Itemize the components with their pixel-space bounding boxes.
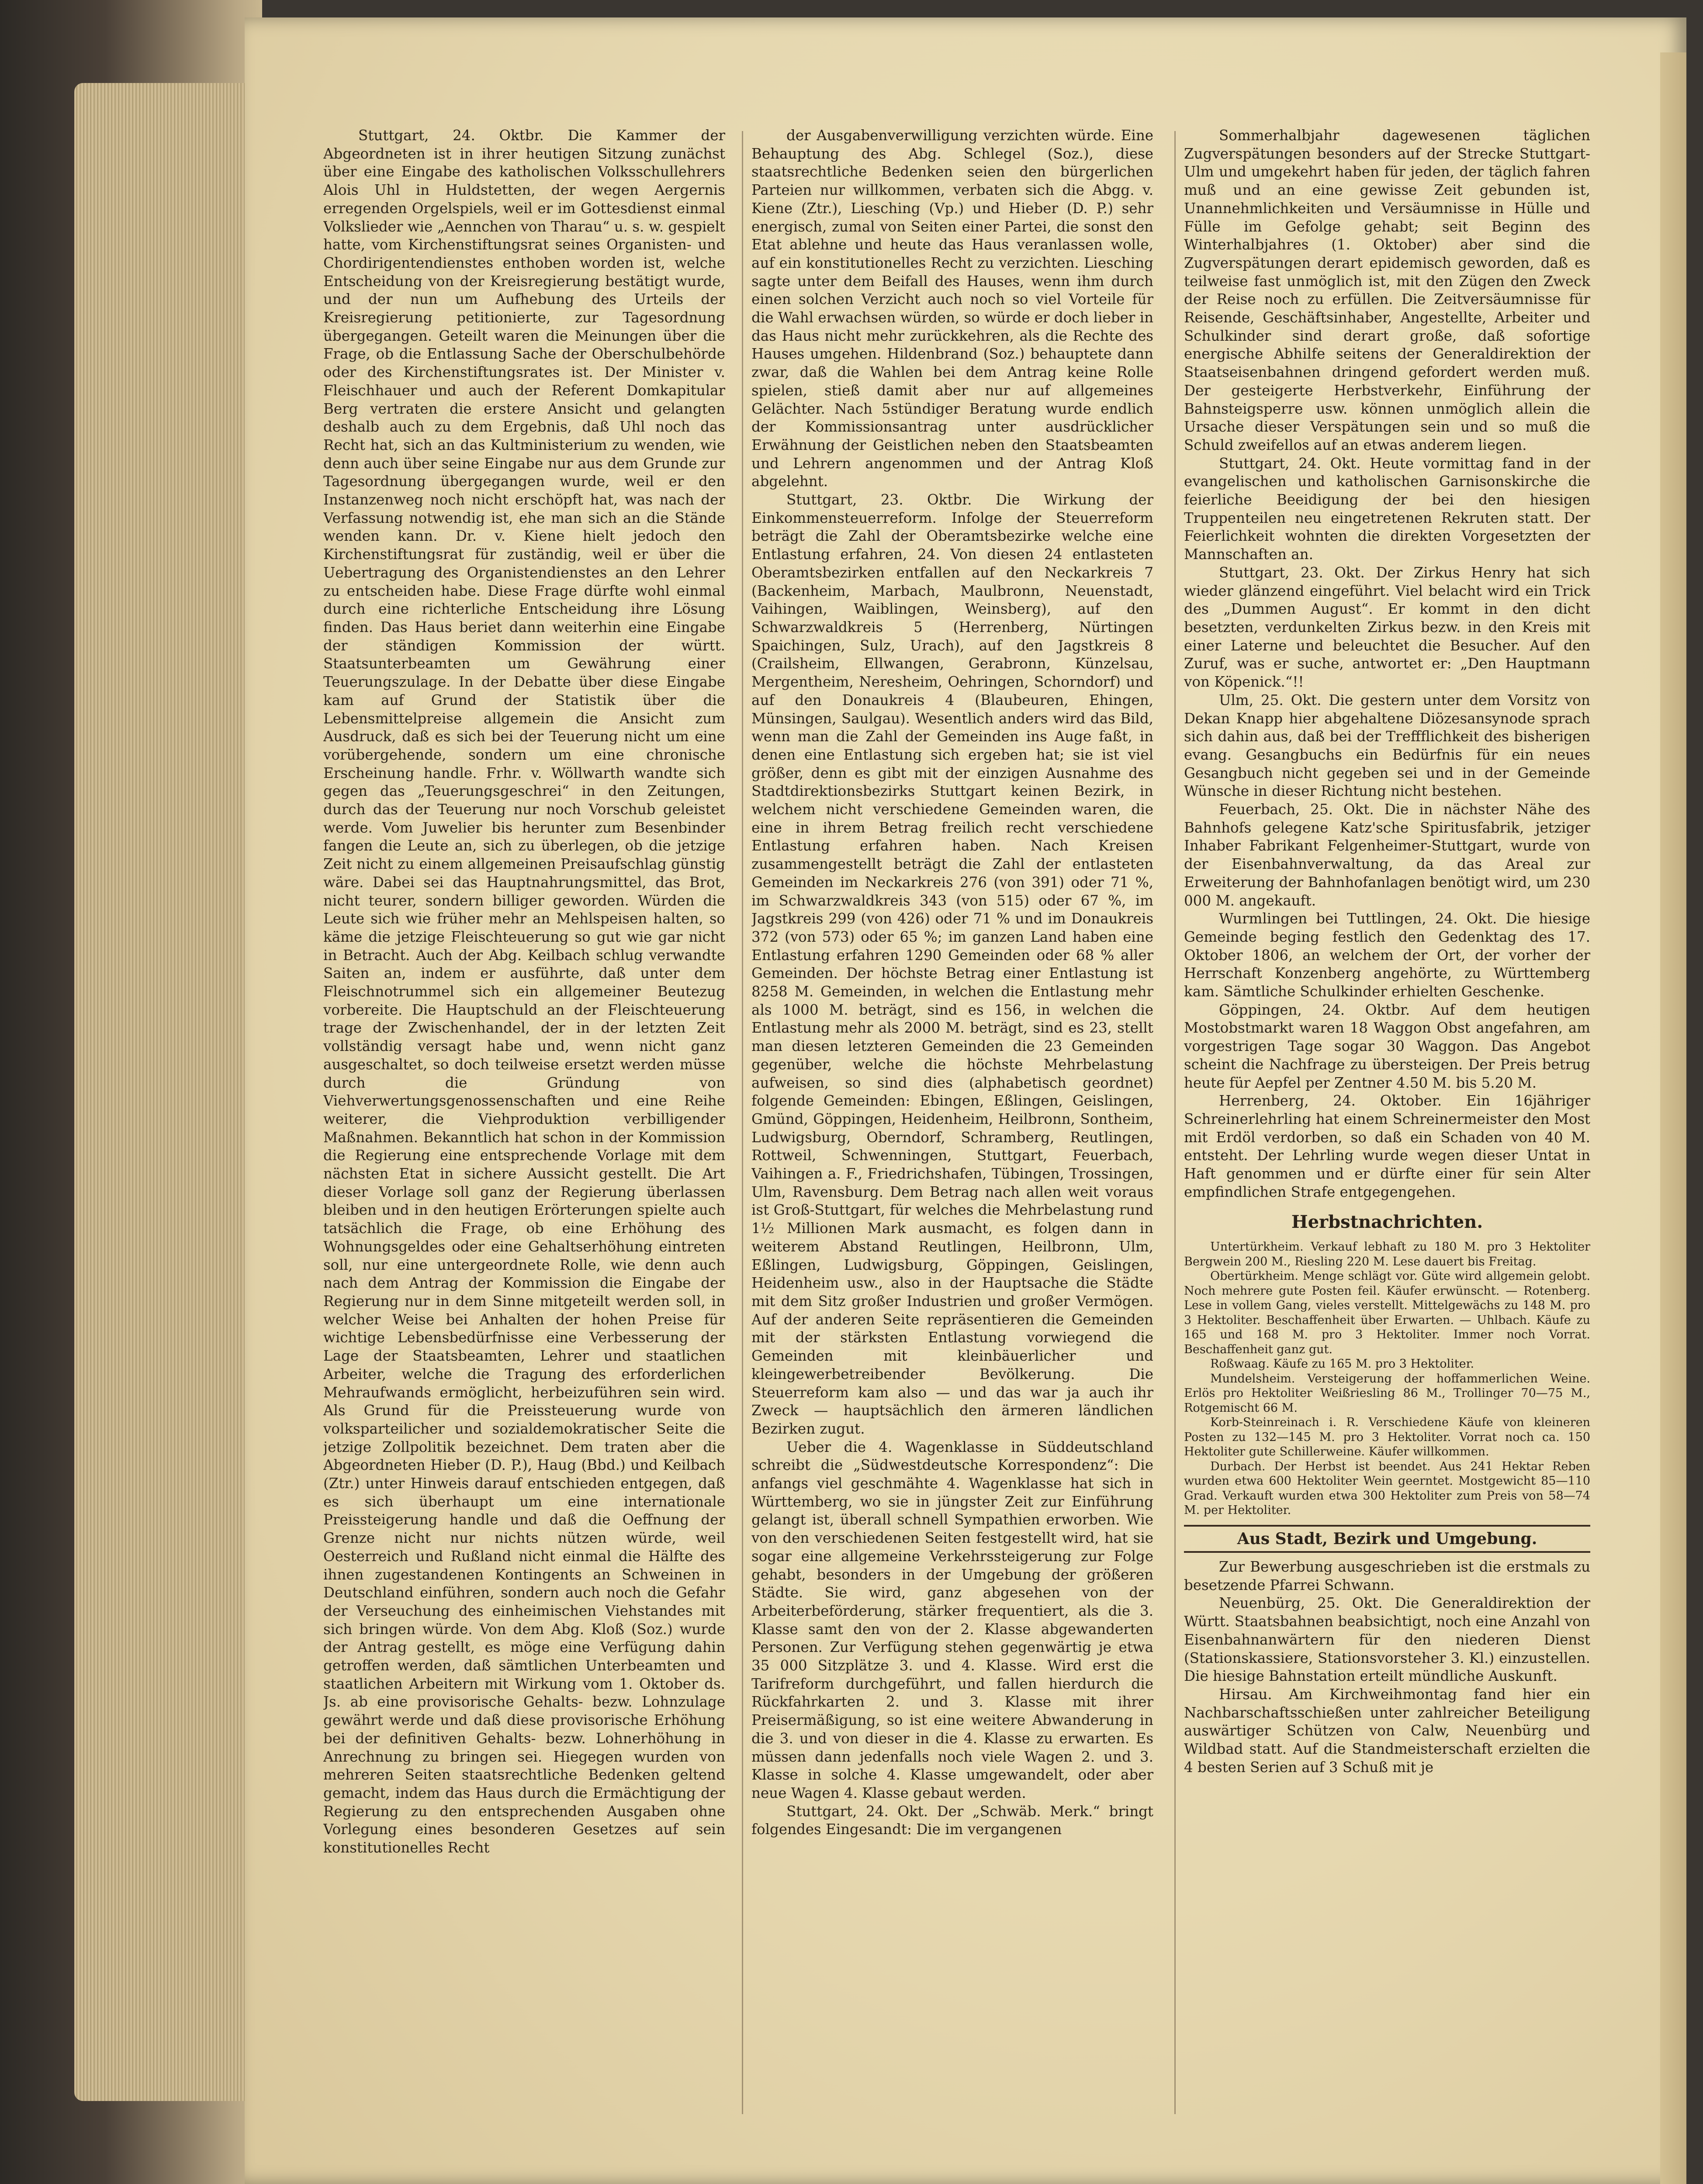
article-paragraph: Ueber die 4. Wagenklasse in Süddeutschland schreibt die „Südwestdeutsche Korrespondenz“: Die anfangs viel geschmähte 4. Wagenklasse hat sich in Württemberg, wo sie in jüngster Zeit zur Einführung gelangt ist, überall schnell Sympathien erworben. Wie von den verschiedenen Seiten festgestellt wird, hat sie sogar eine allgemeine Verkehrssteigerung zur Folge gehabt, besonders in der Umgebung der größeren Städte. Sie wird, ganz abgesehen von der Arbeiterbeförderung, stärker frequentiert, als die 3. Klasse samt den von der 2. Klasse abgewanderten Personen. Zur Verfügung stehen gegenwärtig je etwa 35 000 Sitzplätze 3. und 4. Klasse. Wird erst die Tarifreform durchgeführt, und fallen hierdurch die Rückfahrkarten 2. und 3. Klasse mit ihrer Preisermäßigung, so ist eine weitere Abwanderung in die 3. und von dieser in die 4. Klasse zu erwarten. Es müssen dann jedenfalls noch viele Wagen 2. und 3. Klasse in solche 4. Klasse umgewandelt, oder aber neue Wagen 4. Klasse gebaut werden. (751, 1438, 1153, 1801)
news-item: Korb-Steinreinach i. R. Verschiedene Käufe von kleineren Posten zu 132—145 M. pro 3 Hektoliter. Vorrat noch ca. 150 Hektoliter gute Schillerweine. Käufer willkommen. (1184, 1416, 1590, 1459)
article-paragraph: Göppingen, 24. Oktbr. Auf dem heutigen Mostobstmarkt waren 18 Waggon Obst angefahren, am vorgestrigen Tage sogar 30 Waggon. Das Angebot scheint die Nachfrage zu übersteigen. Der Preis betrug heute für Aepfel per Zentner 4.50 M. bis 5.20 M. (1184, 1001, 1590, 1091)
column-rule (1174, 131, 1176, 2114)
article-paragraph: Hirsau. Am Kirchweihmontag fand hier ein Nachbarschaftsschießen unter zahlreicher Beteiligung auswärtiger Schützen von Calw, Neuenbürg und Wildbad statt. Auf die Standmeisterschaft erzielten die 4 besten Serien auf 3 Schuß mit je (1184, 1686, 1590, 1776)
article-paragraph: Sommerhalbjahr dagewesenen täglichen Zugverspätungen besonders auf der Strecke Stuttgart-Ulm und umgekehrt haben für jeden, der täglich fahren muß und an eine gewisse Zeit gebunden ist, Unannehmlichkeiten und Versäumnisse in Hülle und Fülle im Gefolge gehabt; seit Beginn des Winterhalbjahres (1. Oktober) aber sind die Zugverspätungen derart epidemisch geworden, daß es teilweise fast unmöglich ist, mit den Zügen den Zweck der Reise noch zu erfüllen. Die Zeitversäumnisse für Reisende, Geschäftsinhaber, Angestellte, Arbeiter und Schulkinder sind derart große, daß sofortige energische Abhilfe seitens der Generaldirektion der Staatseisenbahnen dringend gefordert werden muß. Der gesteigerte Herbstverkehr, Einführung der Bahnsteigsperre usw. können unmöglich allein die Ursache dieser Verspätungen sein und so muß die Schuld zweifellos auf an etwas anderem liegen. (1184, 127, 1590, 453)
news-item: Obertürkheim. Menge schlägt vor. Güte wird allgemein gelobt. Noch mehrere gute Posten feil. Käufer erwünscht. — Rotenberg. Lese in vollem Gang, vieles verstellt. Mittelgewächs zu 148 M. pro 3 Hektoliter. Beschaffenheit über Erwarten. — Uhlbach. Käufe zu 165 und 168 M. pro 3 Hektoliter. Immer noch Vorrat. Beschaffenheit ganz gut. (1184, 1269, 1590, 1356)
article-paragraph: Stuttgart, 24. Okt. Der „Schwäb. Merk.“ bringt folgendes Eingesandt: Die im vergangenen (751, 1803, 1153, 1838)
article-paragraph: der Ausgabenverwilligung verzichten würde. Eine Behauptung des Abg. Schlegel (Soz.), diese staatsrechtliche Bedenken seien den bürgerlichen Parteien nur willkommen, verbaten sich die Abgg. v. Kiene (Ztr.), Liesching (Vp.) und Hieber (D. P.) sehr energisch, zumal von Seiten einer Partei, die sonst den Etat ablehne und heute das Haus veranlassen wolle, auf ein konstitutionelles Recht zu verzichten. Liesching sagte unter dem Beifall des Hauses, wenn ihm durch einen solchen Verzicht auch noch so viel Vorteile für die Wahl erwachsen würden, so würde er doch lieber in das Haus nicht mehr zurückkehren, als die Rechte des Hauses umgehen. Hildenbrand (Soz.) behauptete dann zwar, daß die Wahlen bei dem Antrag keine Rolle spielen, stieß damit aber nur auf allgemeines Gelächter. Nach 5stündiger Beratung wurde endlich der Kommissionsantrag unter ausdrücklicher Erwähnung der Geistlichen neben den Staatsbeamten und Lehrern angenommen und der Antrag Kloß abgelehnt. (751, 127, 1153, 490)
column-rule (742, 131, 743, 2114)
news-item: Untertürkheim. Verkauf lebhaft zu 180 M. pro 3 Hektoliter Bergwein 200 M., Riesling 220 M. Lese dauert bis Freitag. (1184, 1240, 1590, 1268)
column-3 (1184, 127, 1590, 2118)
article-paragraph: Stuttgart, 23. Oktbr. Die Wirkung der Einkommensteuerreform. Infolge der Steuerreform beträgt die Zahl der Oberamtsbezirke welche eine Entlastung erfahren, 24. Von diesen 24 entlasteten Oberamtsbezirken entfallen auf den Neckarkreis 7 (Backenheim, Marbach, Maulbronn, Neuenstadt, Vaihingen, Waiblingen, Weinsberg), auf den Schwarzwaldkreis 5 (Herrenberg, Nürtingen Spaichingen, Sulz, Urach), auf den Jagstkreis 8 (Crailsheim, Ellwangen, Gerabronn, Künzelsau, Mergentheim, Neresheim, Oehringen, Schorndorf) und auf den Donaukreis 4 (Blaubeuren, Ehingen, Münsingen, Saulgau). Wesentlich anders wird das Bild, wenn man die Zahl der Gemeinden ins Auge faßt, in denen eine Entlastung sich ergeben hat; sie ist viel größer, denn es gibt mit der einzigen Ausnahme des Stadtdirektionsbezirks Stuttgart keinen Bezirk, in welchem nicht verschiedene Gemeinden waren, die eine in ihrem Betrag freilich recht verschiedene Entlastung erfahren haben. Nach Kreisen zusammengestellt beträgt die Zahl der entlasteten Gemeinden im Neckarkreis 276 (von 391) oder 71 %, im Schwarzwaldkreis 343 (von 515) oder 67 %, im Jagstkreis 299 (von 426) oder 71 % und im Donaukreis 372 (von 573) oder 65 %; im ganzen Land haben eine Entlastung erfahren 1290 Gemeinden oder 68 % aller Gemeinden. Der höchste Betrag einer Entlastung ist 8258 M. Gemeinden, in welchen die Entlastung mehr als 1000 M. beträgt, sind es 156, in welchen die Entlastung mehr als 2000 M. beträgt, sind es 23, stellt man diesen letzteren Gemeinden die 23 Gemeinden gegenüber, welche die höchste Mehrbelastung aufweisen, so sind dies (alphabetisch geordnet) folgende Gemeinden: Ebingen, Eßlingen, Geislingen, Gmünd, Göppingen, Heidenheim, Heilbronn, Sontheim, Ludwigsburg, Oberndorf, Schramberg, Reutlingen, Rottweil, Schwenningen, Stuttgart, Feuerbach, Vaihingen a. F., Friedrichshafen, Tübingen, Trossingen, Ulm, Ravensburg. Dem Betrag nach allen weit voraus ist Groß-Stuttgart, für welches die Mehrbelastung rund 1½ Millionen Mark ausmacht, es folgen dann in weiterem Abstand Reutlingen, Heilbronn, Ulm, Eßlingen, Ludwigsburg, Göppingen, Geislingen, Heidenheim usw., also in der Hauptsache die Städte mit dem Sitz großer Industrien und großer Vermögen. Auf der anderen Seite repräsentieren die Gemeinden mit der stärksten Entlastung vorwiegend die Gemeinden mit kleinbäuerlicher und kleingewerbetreibender Bevölkerung. Die Steuerreform kam also — und das war ja auch ihr Zweck — hauptsächlich den ärmeren ländlichen Bezirken zugut. (751, 491, 1153, 1437)
article-paragraph: Stuttgart, 24. Okt. Heute vormittag fand in der evangelischen und katholischen Garnisonskirche die feierliche Beeidigung der bei den hiesigen Truppenteilen neu eingetretenen Rekruten statt. Der Feierlichkeit wohnten die direkten Vorgesetzten der Mannschaften an. (1184, 455, 1590, 563)
article-paragraph: Stuttgart, 23. Okt. Der Zirkus Henry hat sich wieder glänzend eingeführt. Viel belacht wird ein Trick des „Dummen August“. Er kommt in den dicht besetzten, verdunkelten Zirkus bezw. in den Kreis mit einer Laterne und beleuchtet die Besucher. Auf den Zuruf, was er suche, antwortet er: „Den Hauptmann von Köpenick.“!! (1184, 564, 1590, 691)
section-heading-herbst: Herbstnachrichten. (1291, 1212, 1483, 1233)
column-2 (751, 127, 1153, 2118)
news-item: Roßwaag. Käufe zu 165 M. pro 3 Hektoliter. (1210, 1357, 1475, 1371)
article-paragraph: Ulm, 25. Okt. Die gestern unter dem Vorsitz von Dekan Knapp hier abgehaltene Diözesansynode sprach sich dahin aus, daß bei der Treffflichkeit des bisherigen evang. Gesangbuchs ein Bedürfnis für ein neues Gesangbuch nicht gegeben sei und in der Gemeinde Wünsche in dieser Richtung nicht bestehen. (1184, 691, 1590, 800)
article-paragraph: Herrenberg, 24. Oktober. Ein 16jähriger Schreinerlehrling hat einem Schreinermeister den Most mit Erdöl verdorben, so daß ein Schaden von 40 M. entsteht. Der Lehrling wurde wegen dieser Untat in Haft genommen und er dürfte einer für sein Alter empfindlichen Strafe entgegengehen. (1184, 1092, 1590, 1200)
next-page-edge (1660, 52, 1686, 2184)
news-item: Durbach. Der Herbst ist beendet. Aus 241 Hektar Reben wurden etwa 600 Hektoliter Wein geerntet. Mostgewicht 85—110 Grad. Verkauft wurden etwa 300 Hektoliter zum Preis von 58—74 M. per Hektoliter. (1184, 1459, 1590, 1517)
column-1 (323, 127, 725, 2118)
article-paragraph: Stuttgart, 24. Oktbr. Die Kammer der Abgeordneten ist in ihrer heutigen Sitzung zunächst über eine Eingabe des katholischen Volksschullehrers Alois Uhl in Huldstetten, der wegen Aergernis erregenden Orgelspiels, weil er im Gottesdienst einmal Volkslieder wie „Aennchen von Tharau“ u. s. w. gespielt hatte, vom Kirchenstiftungsrat seines Organisten- und Chordirigentendienstes enthoben worden ist, welche Entscheidung von der Kreisregierung bestätigt wurde, und der nun um Aufhebung des Urteils der Kreisregierung petitionierte, zur Tagesordnung übergegangen. Geteilt waren die Meinungen über die Frage, ob die Entlassung Sache der Oberschulbehörde oder des Kirchenstiftungsrates ist. Der Minister v. Fleischhauer und auch der Referent Domkapitular Berg vertraten die erstere Ansicht und gelangten deshalb auch zu dem Ergebnis, daß Uhl noch das Recht hat, sich an das Kultministerium zu wenden, wie denn auch über seine Eingabe nur aus dem Grunde zur Tagesordnung übergegangen wurde, weil er den Instanzenweg noch nicht erschöpft hat, was nach der Verfassung notwendig ist, ehe man sich an die Stände wenden kann. Dr. v. Kiene hielt jedoch den Kirchenstiftungsrat für zuständig, weil er über die Uebertragung des Organistendienstes an den Lehrer zu entscheiden habe. Diese Frage dürfte wohl einmal durch eine richterliche Entscheidung ihre Lösung finden. Das Haus beriet dann weiterhin eine Eingabe der ständigen Kommission der württ. Staatsunterbeamten um Gewährung einer Teuerungszulage. In der Debatte über diese Eingabe kam auf Grund der Statistik über die Lebensmittelpreise allgemein die Ansicht zum Ausdruck, daß es sich bei der Teuerung nicht um eine vorübergehende, sondern um eine chronische Erscheinung handle. Frhr. v. Wöllwarth wandte sich gegen das „Teuerungsgeschrei“ in den Zeitungen, durch das der Teuerung nur noch Vorschub geleistet werde. Vom Juwelier bis herunter zum Besenbinder fangen die Leute an, sich zu überlegen, ob die jetzige Zeit nicht zu einem allgemeinen Preisaufschlag günstig wäre. Dabei sei das Hauptnahrungsmittel, das Brot, nicht teurer, sondern billiger geworden. Würden die Leute sich wie früher mehr an Mehlspeisen halten, so käme die jetzige Fleischteuerung so gut wie gar nicht in Betracht. Auch der Abg. Keilbach schlug verwandte Saiten an, indem er ausführte, daß unter dem Fleischnotrummel sich ein allgemeiner Beutezug vorbereite. Die Hauptschuld an der Fleischteuerung trage der Zwischenhandel, der in der letzten Zeit vollständig versagt habe und, wenn nicht ganz ausgeschaltet, so doch teilweise ersetzt werden müsse durch die Gründung von Viehverwertungsgenossenschaften und eine Reihe weiterer, die Viehproduktion verbilligender Maßnahmen. Bekanntlich hat schon in der Kommission die Regierung eine entsprechende Vorlage mit dem nächsten Etat in sichere Aussicht gestellt. Die Art dieser Vorlage soll ganz der Regierung überlassen bleiben und in den heutigen Erörterungen spielte auch tatsächlich die Frage, ob eine Erhöhung des Wohnungsgeldes oder eine Gehaltserhöhung eintreten soll, nur eine untergeordnete Rolle, wie denn auch nach dem Antrag der Kommission die Eingabe der Regierung nur in dem Sinne mitgeteilt werden soll, in welcher Weise bei Anhalten der hohen Preise für wichtige Lebensbedürfnisse eine Verbesserung der Lage der Staatsbeamten, Lehrer und staatlichen Arbeiter, welche die Tragung des erforderlichen Mehraufwands ermöglicht, herbeizuführen sein wird. Als Grund für die Preissteuerung wurde von volksparteilicher und sozialdemokratischer Seite die jetzige Zollpolitik bezeichnet. Dem traten aber die Abgeordneten Hieber (D. P.), Haug (Bbd.) und Keilbach (Ztr.) unter Hinweis darauf entschieden entgegen, daß es sich überhaupt um eine internationale Preissteigerung handle und daß die Oeffnung der Grenze nicht nur nichts nützen würde, weil Oesterreich und Rußland nicht einmal die Hälfte des ihnen zugestandenen Kontingents an Schweinen in Deutschland einführen, sondern auch noch die Gefahr der Verseuchung des einheimischen Viehstandes mit sich bringen würde. Von dem Abg. Kloß (Soz.) wurde der Antrag gestellt, es möge eine Verfügung dahin getroffen werden, daß sämtlichen Unterbeamten und staatlichen Arbeitern mit Wirkung vom 1. Oktober ds. Js. ab eine provisorische Gehalts- bezw. Lohnzulage gewährt werde und daß diese provisorische Erhöhung bei der definitiven Gehalts- bezw. Lohnerhöhung in Anrechnung zu bringen sei. Hiegegen wurden von mehreren Seiten staatsrechtliche Bedenken geltend gemacht, indem das Haus durch die Ermächtigung der Regierung zu den entsprechenden Ausgaben ohne Vorlegung eines besonderen Gesetzes auf sein konstitutionelles Recht (323, 127, 725, 1856)
article-paragraph: Feuerbach, 25. Okt. Die in nächster Nähe des Bahnhofs gelegene Katz'sche Spiritusfabrik, jetziger Inhaber Fabrikant Felgenheimer-Stuttgart, wurde von der Eisenbahnverwaltung, da das Areal zur Erweiterung der Bahnhofanlagen benötigt wird, um 230 000 M. angekauft. (1184, 801, 1590, 909)
article-paragraph: Neuenbürg, 25. Okt. Die Generaldirektion der Württ. Staatsbahnen beabsichtigt, noch eine Anzahl von Eisenbahnanwärtern für den niederen Dienst (Stationskassiere, Stationsvorsteher 3. Kl.) einzustellen. Die hiesige Bahnstation erteilt mündliche Auskunft. (1184, 1595, 1590, 1685)
news-item: Mundelsheim. Versteigerung der hoffammerlichen Weine. Erlös pro Hektoliter Weißriesling 86 M., Trollinger 70—75 M., Rotgemischt 66 M. (1184, 1372, 1590, 1415)
page-stack (74, 83, 258, 2101)
article-paragraph: Zur Bewerbung ausgeschrieben ist die erstmals zu besetzende Pfarrei Schwann. (1184, 1558, 1590, 1593)
herbst-news (1184, 1240, 1590, 1518)
section-heading-local: Aus Stadt, Bezirk und Umgebung. (1184, 1525, 1590, 1553)
article-paragraph: Wurmlingen bei Tuttlingen, 24. Okt. Die hiesige Gemeinde beging festlich den Gedenktag des 17. Oktober 1806, an welchem der Ort, der vorher der Herrschaft Konzenberg angehörte, zu Württemberg kam. Sämtliche Schulkinder erhielten Geschenke. (1184, 910, 1590, 1000)
